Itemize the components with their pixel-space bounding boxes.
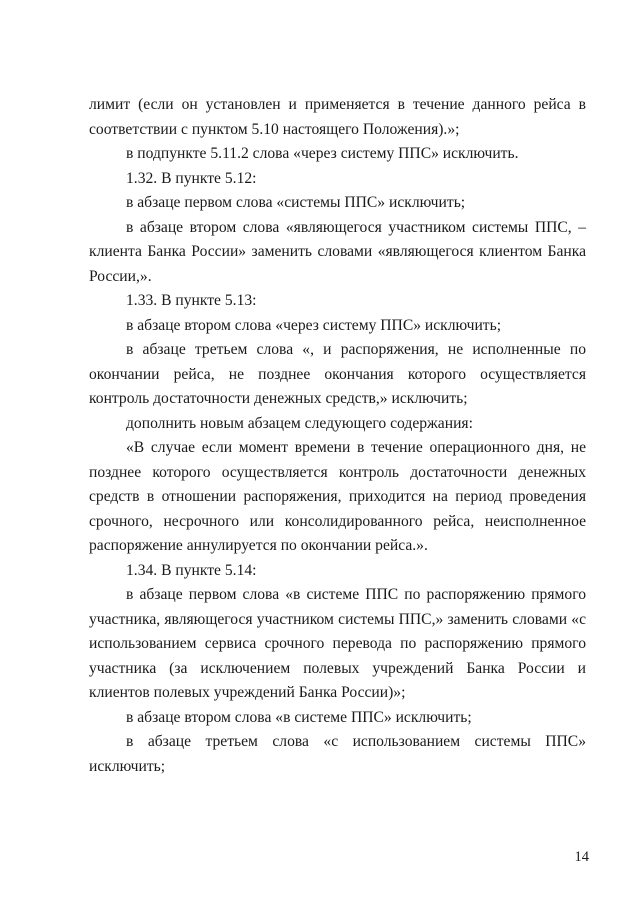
paragraph-10: «В случае если момент времени в течение операционного дня, не позднее которого осуществляется контроль достаточности денежных средств в отношении распоряжения, приходится на период проведения срочного, несрочного или консолидированного рейса, неисполненное распоряжение аннулируется по окончании рейса.». (89, 439, 586, 554)
paragraph-4: в абзаце первом слова «системы ППС» исключить; (126, 194, 466, 211)
paragraph-3: 1.32. В пункте 5.12: (126, 169, 257, 187)
paragraph-13: в абзаце втором слова «в системе ППС» исключить; (126, 708, 472, 726)
document-body (89, 93, 586, 779)
paragraph-5: в абзаце втором слова «являющегося участником системы ППС, – клиента Банка России» заменить словами «являющегося клиентом Банка России,». (89, 218, 586, 285)
paragraph-8: в абзаце третьем слова «, и распоряжения, не исполненные по окончании рейса, не позднее окончания которого осуществляется контроль достаточности денежных средств,» исключить; (89, 341, 586, 407)
paragraph-2: в подпункте 5.11.2 слова «через систему ППС» исключить. (126, 145, 519, 162)
paragraph-1: лимит (если он установлен и применяется в течение данного рейса в соответствии с пунктом 5.10 настоящего Положения).»; (89, 96, 586, 138)
page-number: 14 (574, 849, 589, 865)
paragraph-12: в абзаце первом слова «в системе ППС по распоряжению прямого участника, являющегося участником системы ППС,» заменить словами «с использованием сервиса срочного перевода по распоряжению прямого участника (за исключением полевых учреждений Банка России и клиентов полевых учреждений Банка России)»; (89, 586, 586, 701)
paragraph-6: 1.33. В пункте 5.13: (126, 292, 257, 309)
paragraph-9: дополнить новым абзацем следующего содержания: (126, 414, 473, 432)
paragraph-14: в абзаце третьем слова «с использованием системы ППС» исключить; (89, 733, 586, 775)
paragraph-11: 1.34. В пункте 5.14: (126, 561, 257, 579)
paragraph-7: в абзаце втором слова «через систему ППС» исключить; (126, 316, 502, 334)
